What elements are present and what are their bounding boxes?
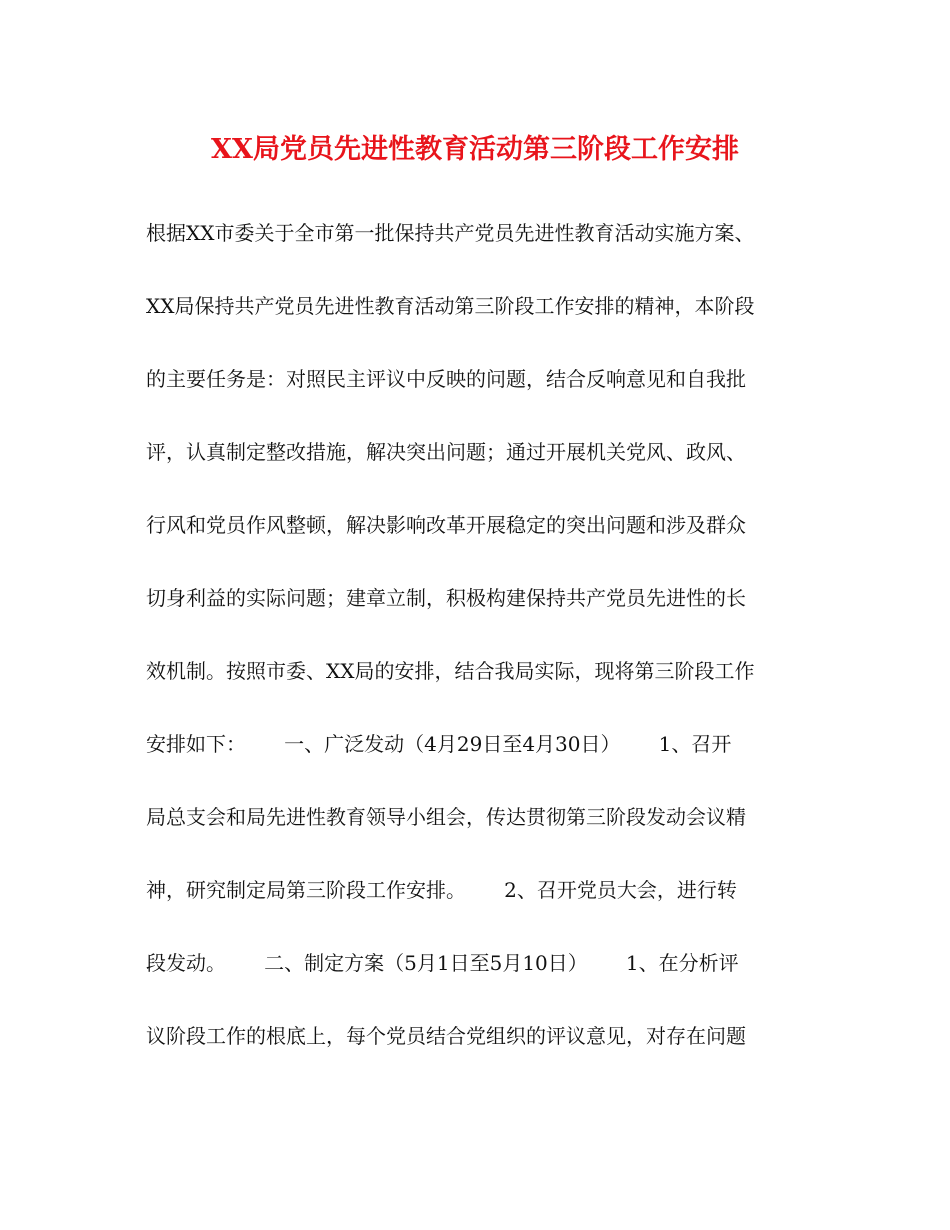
document-title: XX局党员先进性教育活动第三阶段工作安排 — [211, 134, 739, 165]
body-line-4: 评，认真制定整改措施，解决突出问题；通过开展机关党风、政风、 — [146, 440, 746, 464]
body-line-6: 切身利益的实际问题；建章立制，积极构建保持共产党员先进性的长 — [146, 586, 746, 610]
body-line-2: XX局保持共产党员先进性教育活动第三阶段工作安排的精神，本阶段 — [146, 294, 755, 318]
body-line-10: 神，研究制定局第三阶段工作安排。 2、召开党员大会，进行转 — [146, 878, 737, 902]
body-line-11: 段发动。 二、制定方案（5月1日至5月10日） 1、在分析评 — [146, 951, 739, 975]
body-line-9: 局总支会和局先进性教育领导小组会，传达贯彻第三阶段发动会议精 — [146, 805, 746, 829]
body-line-7: 效机制。按照市委、XX局的安排，结合我局实际，现将第三阶段工作 — [146, 659, 755, 683]
body-line-8: 安排如下： 一、广泛发动（4月29日至4月30日） 1、召开 — [146, 732, 732, 756]
body-line-3: 的主要任务是：对照民主评议中反映的问题，结合反响意见和自我批 — [146, 367, 746, 391]
body-line-1: 根据XX市委关于全市第一批保持共产党员先进性教育活动实施方案、 — [146, 221, 755, 245]
body-line-12: 议阶段工作的根底上，每个党员结合党组织的评议意见，对存在问题 — [146, 1024, 746, 1048]
body-line-5: 行风和党员作风整顿，解决影响改革开展稳定的突出问题和涉及群众 — [146, 513, 746, 537]
